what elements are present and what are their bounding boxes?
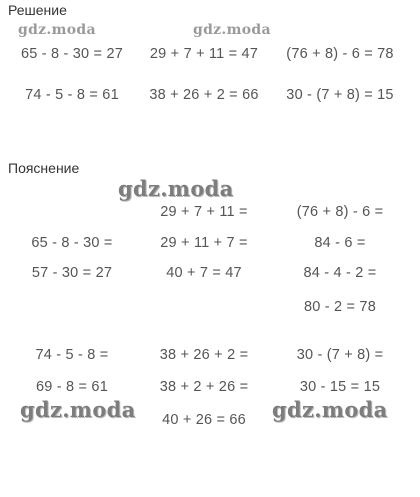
- solution-equation: 74 - 5 - 8 = 61: [25, 87, 119, 103]
- explanation-step: 74 - 5 - 8 =: [35, 347, 109, 363]
- watermark-logo: gdz.moda: [193, 22, 271, 38]
- explanation-step: 38 + 2 + 26 =: [159, 379, 249, 395]
- explanation-step: 38 + 26 + 2 =: [159, 347, 249, 363]
- explanation-step: 69 - 8 = 61: [36, 379, 108, 395]
- explanation-step: 29 + 7 + 11 =: [160, 204, 248, 220]
- watermark-logo: gdz.moda: [118, 176, 234, 201]
- explanation-step: 80 - 2 = 78: [304, 299, 376, 315]
- explanation-step: 30 - 15 = 15: [299, 379, 381, 395]
- solution-equation: 30 - (7 + 8) = 15: [286, 87, 394, 103]
- explanation-step: 57 - 30 = 27: [31, 265, 113, 281]
- solution-equation: 38 + 26 + 2 = 66: [149, 87, 259, 103]
- watermark-logo: gdz.moda: [20, 397, 136, 422]
- explanation-step: 29 + 11 + 7 =: [160, 235, 248, 251]
- solution-equation: 65 - 8 - 30 = 27: [21, 46, 123, 62]
- solution-equation: (76 + 8) - 6 = 78: [286, 46, 394, 62]
- solution-equation: 29 + 7 + 11 = 47: [149, 46, 259, 62]
- explanation-step: (76 + 8) - 6 =: [296, 204, 384, 220]
- explanation-step: 30 - (7 + 8) =: [296, 347, 384, 363]
- watermark-logo: gdz.moda: [18, 22, 96, 38]
- explanation-step: 40 + 7 = 47: [166, 265, 242, 281]
- explanation-step: 84 - 4 - 2 =: [303, 265, 377, 281]
- watermark-logo: gdz.moda: [272, 397, 388, 422]
- solution-heading: Решение: [8, 2, 67, 18]
- explanation-step: 40 + 26 = 66: [162, 412, 246, 428]
- explanation-step: 84 - 6 =: [314, 235, 366, 251]
- explanation-step: 65 - 8 - 30 =: [31, 235, 113, 251]
- explanation-heading: Пояснение: [8, 160, 80, 176]
